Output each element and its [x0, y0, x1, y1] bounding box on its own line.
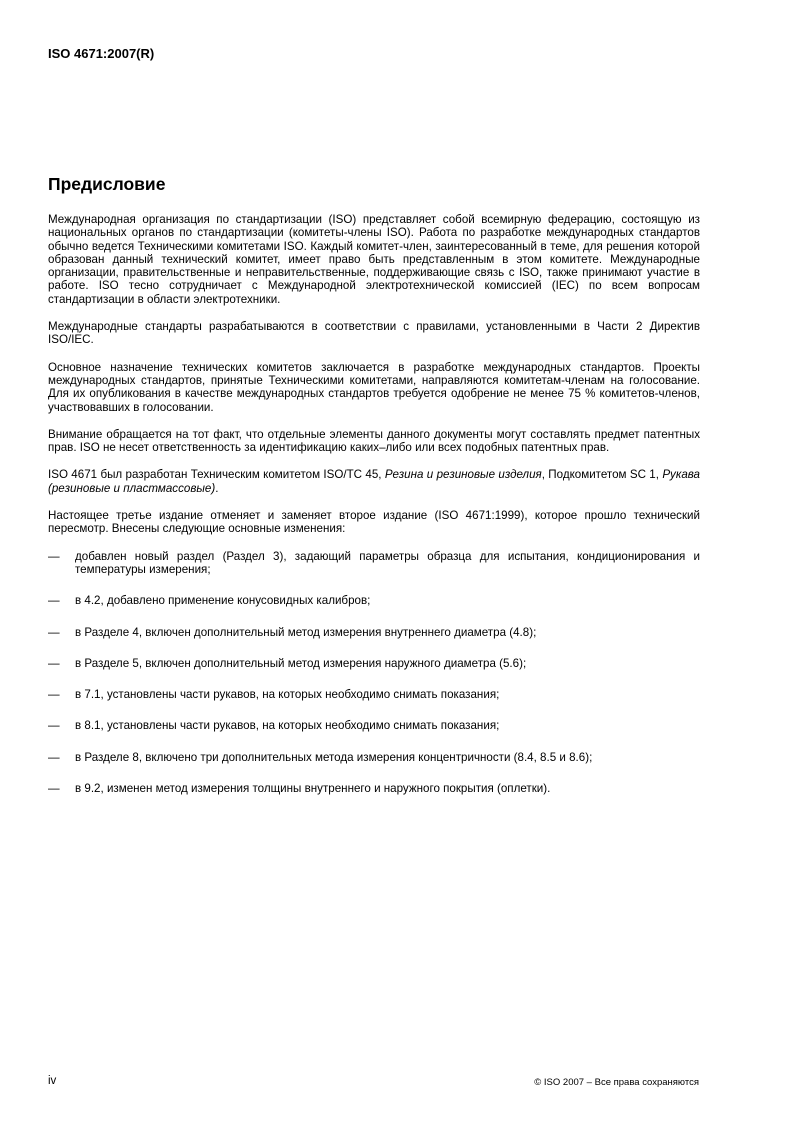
list-item: [48, 657, 700, 670]
paragraph-6: Настоящее третье издание отменяет и заменяет второе издание (ISO 4671:1999), которое прошло технический пересмотр. Внесены следующие основные изменения:: [48, 509, 700, 536]
foreword-body: [48, 213, 700, 813]
copyright-notice: © ISO 2007 – Все права сохраняются: [534, 1077, 699, 1088]
list-item: [48, 550, 700, 577]
dash-bullet: —: [48, 688, 60, 702]
page-number: iv: [48, 1075, 57, 1087]
dash-bullet: —: [48, 594, 60, 608]
p5-committee-title: Резина и резиновые изделия: [384, 468, 542, 482]
dash-bullet: —: [48, 782, 60, 796]
paragraph-2: Международные стандарты разрабатываются в соответствии с правилами, установленными в Части 2 Директив ISO/IEC.: [48, 320, 700, 347]
document-id: ISO 4671:2007(R): [48, 46, 155, 61]
p5-subcommittee-title: Рукава (резиновые и пластмассовые): [48, 468, 701, 495]
paragraph-4: Внимание обращается на тот факт, что отдельные элементы данного документы могут составлять предмет патентных прав. ISO не несет ответственность за идентификацию каких–либо или всех подобных патентных прав.: [48, 427, 700, 455]
list-item-text: в 8.1, установлены части рукавов, на которых необходимо снимать показания;: [75, 719, 500, 733]
dash-bullet: —: [48, 750, 60, 764]
list-item-text: в Разделе 5, включен дополнительный метод измерения наружного диаметра (5.6);: [75, 656, 527, 670]
paragraph-1: Международная организация по стандартизации (ISO) представляет собой всемирную федерацию, состоящую из национальных органов по стандартизации (комитеты-члены ISO). Работа по разработке международных стандартов обычно ведется Техническими комитетами ISO. Каждый комитет-член, заинтересованный в теме, для решения которой образован данный технический комитет, имеет право быть представленным в этом комитете. Международные организации, правительственные и неправительственные, поддерживающие связь с ISO, также принимают участие в работе. ISO тесно сотрудничает с Международной электротехнической комиссией (IEC) по всем вопросам стандартизации в области электротехники.: [48, 213, 700, 306]
dash-bullet: —: [48, 719, 60, 733]
list-item-text: в 4.2, добавлено применение конусовидных калибров;: [75, 594, 371, 608]
list-item-text: в Разделе 8, включено три дополнительных метода измерения концентричности (8.4, 8.5 и 8.6);: [75, 750, 593, 764]
list-item: [48, 782, 700, 795]
list-item: [48, 751, 700, 764]
p5-text-e: .: [215, 481, 219, 495]
dash-bullet: —: [48, 656, 60, 670]
list-item: [48, 594, 700, 607]
list-item-text: в 7.1, установлены части рукавов, на которых необходимо снимать показания;: [75, 688, 500, 702]
list-item-text: добавлен новый раздел (Раздел 3), задающий параметры образца для испытания, кондиционирования и температуры измерения;: [75, 549, 700, 576]
list-item-text: в 9.2, изменен метод измерения толщины внутреннего и наружного покрытия (оплетки).: [75, 782, 551, 796]
page-title: Предисловие: [48, 174, 166, 194]
list-item-text: в Разделе 4, включен дополнительный метод измерения внутреннего диаметра (4.8);: [75, 625, 537, 639]
dash-bullet: —: [48, 549, 60, 563]
paragraph-5: [48, 468, 700, 495]
changes-list: [48, 550, 700, 796]
dash-bullet: —: [48, 625, 60, 639]
list-item: [48, 626, 700, 639]
paragraph-3: Основное назначение технических комитетов заключается в разработке международных стандартов. Проекты международных стандартов, принятые Техническими комитетами, направляются комитетам-членам на голосование. Для их опубликования в качестве международных стандартов требуется одобрение не менее 75 % комитетов-членов, участвовавших в голосовании.: [48, 360, 700, 414]
p5-text-c: , Подкомитетом SC 1,: [541, 468, 663, 482]
p5-text-a: ISO 4671 был разработан Техническим комитетом ISO/TC 45,: [48, 468, 385, 482]
list-item: [48, 688, 700, 701]
list-item: [48, 719, 700, 732]
